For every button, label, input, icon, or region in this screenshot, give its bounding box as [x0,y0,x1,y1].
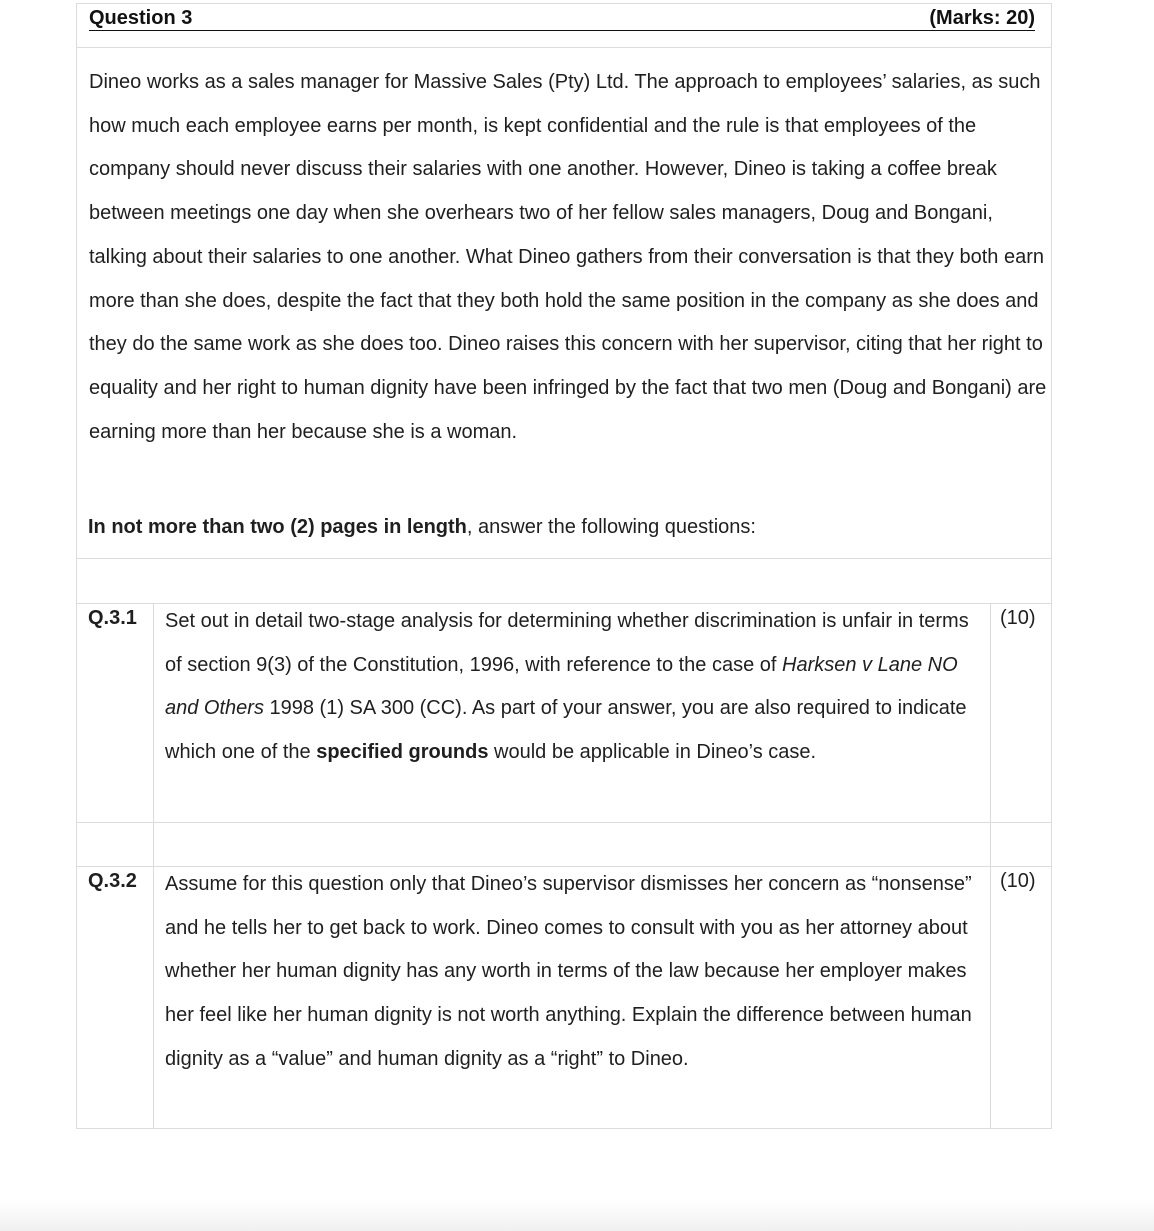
marks-cell [990,866,1052,1129]
question-number: Q.3.2 [88,870,137,892]
number-cell [76,866,154,1129]
page-bottom-shadow [0,1200,1154,1231]
title-underline [89,30,1035,31]
instruction-line [88,512,756,542]
question-marks: (10) [1000,870,1036,892]
question-total-marks: (Marks: 20) [929,7,1035,29]
question-text-part: would be applicable in Dineo’s case. [488,741,817,764]
question-marks: (10) [1000,607,1036,629]
scenario-paragraph: Dineo works as a sales manager for Massive Sales (Pty) Ltd. The approach to employees’ salaries, as such how much each employee earns per month, is kept confidential and the rule is that employees of the company should never discuss their salaries with one another. However, Dineo is taking a coffee break between meetings one day when she overhears two of her fellow sales managers, Doug and Bongani, talking about their salaries to one another. What Dineo gathers from their conversation is that they both earn more than she does, despite the fact that they both hold the same position in the company as she does and they do the same work as she does too. Dineo raises this concern with her supervisor, citing that her right to equality and her right to human dignity have been infringed by the fact that two men (Doug and Bongani) are earning more than her because she is a woman. [89,71,1047,443]
empty-cell [990,822,1052,867]
instruction-emphasis: In not more than two (2) pages in length [88,516,467,538]
case-citation: Harksen v Lane NO and Others [165,653,958,720]
question-text [165,600,980,775]
question-text-part: Set out in detail two-stage analysis for determining whether discrimination is unfair in terms of section 9(3) of the Constitution, 1996, with reference to the case of [165,610,969,676]
number-cell [76,603,154,823]
question-title: Question 3 [89,7,193,29]
question-text: Assume for this question only that Dineo’s supervisor dismisses her concern as “nonsense” and he tells her to get back to work. Dineo comes to consult with you as her attorney about whether her human dignity has any worth in terms of the law because her employer makes her feel like her human dignity is not worth anything. Explain the difference between human dignity as a “value” and human dignity as a “right” to Dineo. [165,873,972,1070]
marks-cell [990,603,1052,823]
empty-cell [76,822,154,867]
question-text-part: 1998 (1) SA 300 (CC). As part of your answer, you are also required to indicate which one of the [165,697,967,764]
scenario-block [76,47,1052,559]
question-number: Q.3.1 [88,607,137,629]
question-header [76,3,1052,47]
spacer-row [76,559,1052,603]
specified-grounds-term: specified grounds [316,741,489,764]
empty-cell [153,822,991,867]
instruction-text: , answer the following questions: [466,516,756,538]
